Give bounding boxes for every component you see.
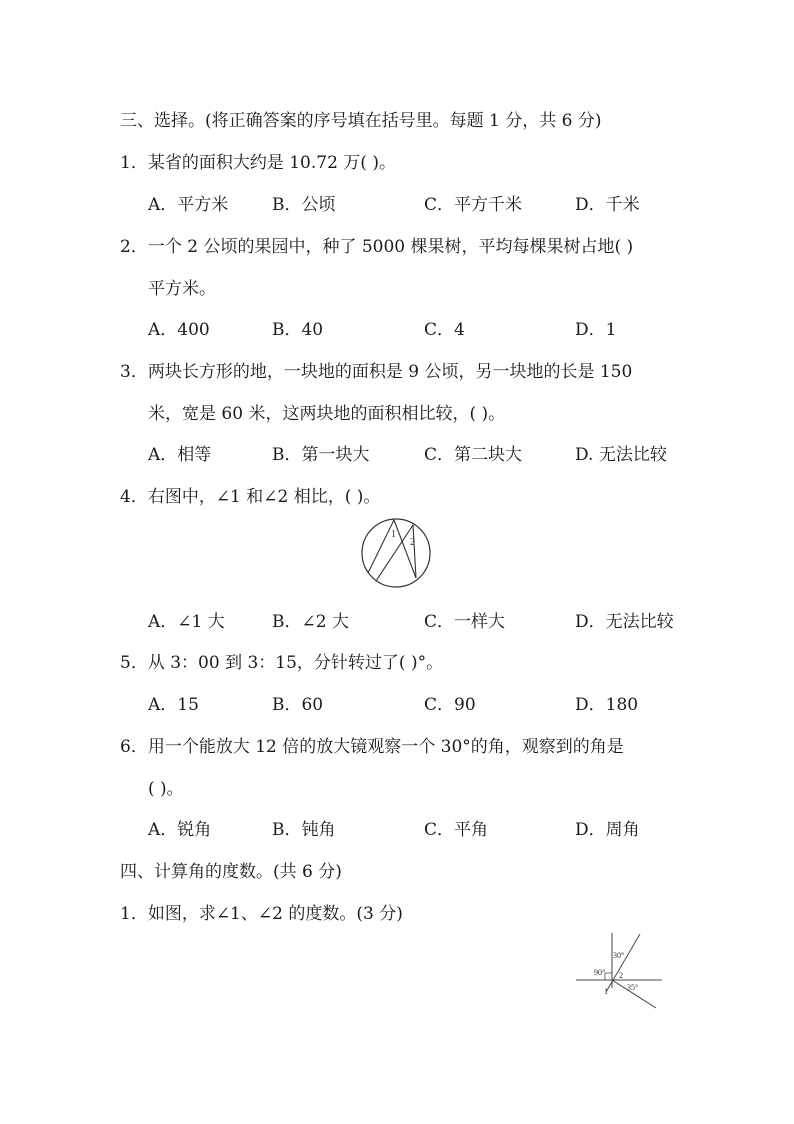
q4-option-a: A．∠1 大 <box>148 612 225 632</box>
angle-calc-figure <box>574 930 664 1012</box>
q6-stem-cont: ( )。 <box>148 779 184 799</box>
q4-option-b: B．∠2 大 <box>272 612 349 632</box>
figure-circle <box>362 519 430 587</box>
q5-option-b: B．60 <box>272 695 324 715</box>
q3-stem-cont: 米，宽是 60 米，这两块地的面积相比较，( )。 <box>148 404 506 424</box>
q2-option-a: A．400 <box>148 320 210 340</box>
q6-stem: 6．用一个能放大 12 倍的放大镜观察一个 30°的角，观察到的角是 <box>120 737 624 757</box>
right-angle-mark <box>605 973 612 980</box>
angle-2-lines <box>376 525 416 581</box>
section3-heading: 三、选择。(将正确答案的序号填在括号里。每题 1 分，共 6 分) <box>120 111 602 131</box>
q2-stem-cont: 平方米。 <box>148 279 216 299</box>
circle-angle-figure <box>358 515 434 591</box>
q1-option-d: D．千米 <box>575 195 640 215</box>
q1-stem: 1．某省的面积大约是 10.72 万( )。 <box>120 153 396 173</box>
q4-option-d: D．无法比较 <box>575 612 674 632</box>
q6-option-a: A．锐角 <box>148 820 212 840</box>
label-35-deg: 35° <box>627 983 639 992</box>
label-angle-2: 2 <box>619 971 623 980</box>
q2-stem: 2．一个 2 公顷的果园中，种了 5000 棵果树，平均每棵果树占地( ) <box>120 237 634 257</box>
label-angle-1: 1 <box>604 987 608 996</box>
q1-option-a: A．平方米 <box>148 195 229 215</box>
label-90-deg: 90° <box>594 968 606 977</box>
q2-option-c: C．4 <box>424 320 465 340</box>
q5-stem: 5．从 3：00 到 3：15，分针转过了( )°。 <box>120 653 444 673</box>
q3-option-b: B．第一块大 <box>272 445 370 465</box>
q1-option-c: C．平方千米 <box>424 195 523 215</box>
q5-option-a: A．15 <box>148 695 199 715</box>
q5-option-c: C．90 <box>424 695 476 715</box>
q2-option-b: B．40 <box>272 320 324 340</box>
label-30-deg: 30° <box>613 951 625 960</box>
q3-option-c: C．第二块大 <box>424 445 523 465</box>
q4-option-c: C．一样大 <box>424 612 506 632</box>
q2-option-d: D．1 <box>575 320 617 340</box>
q5-option-d: D．180 <box>575 695 639 715</box>
q3-stem: 3．两块长方形的地，一块地的面积是 9 公顷，另一块地的长是 150 <box>120 362 633 382</box>
q6-option-c: C．平角 <box>424 820 489 840</box>
q6-option-d: D．周角 <box>575 820 640 840</box>
angle-2-label: 2 <box>410 537 415 548</box>
section4-q1-stem: 1．如图，求∠1、∠2 的度数。(3 分) <box>120 904 403 924</box>
q6-option-b: B．钝角 <box>272 820 336 840</box>
q1-option-b: B．公顷 <box>272 195 336 215</box>
section4-heading: 四、计算角的度数。(共 6 分) <box>120 862 342 882</box>
angle-1-label: 1 <box>391 529 396 540</box>
q3-option-a: A．相等 <box>148 445 212 465</box>
q4-stem: 4．右图中，∠1 和∠2 相比，( )。 <box>120 487 381 507</box>
q3-option-d: D. 无法比较 <box>575 445 667 465</box>
